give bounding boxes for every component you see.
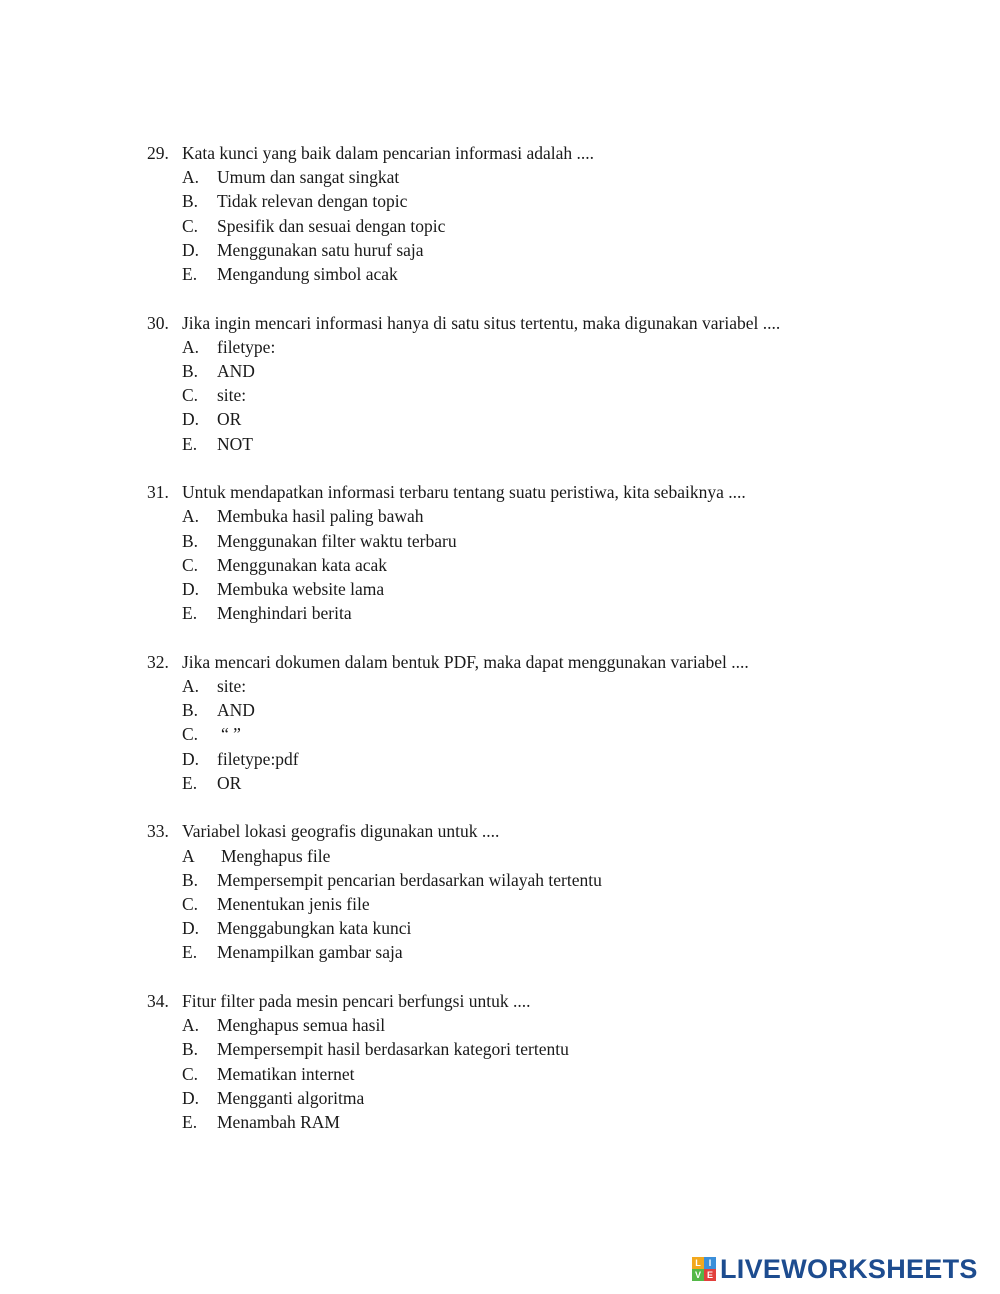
logo-wordmark: LIVEWORKSHEETS — [720, 1254, 978, 1284]
answer-option[interactable] — [0, 577, 1000, 601]
question-item — [0, 650, 1000, 820]
option-text: Spesifik dan sesuai dengan topic — [217, 215, 446, 236]
question-stem — [0, 989, 1000, 1013]
option-text: Menambah RAM — [217, 1111, 340, 1132]
option-text: Menampilkan gambar saja — [217, 942, 403, 963]
option-letter: C. — [182, 893, 199, 914]
option-text: OR — [217, 772, 242, 793]
option-letter: E. — [182, 1111, 198, 1132]
answer-option[interactable] — [0, 771, 1000, 795]
option-text: Menggunakan kata acak — [217, 554, 388, 575]
answer-option[interactable] — [0, 165, 1000, 189]
option-letter: B. — [182, 700, 199, 721]
option-text: site: — [217, 385, 247, 406]
option-letter: D. — [182, 918, 200, 939]
option-text: Menghapus semua hasil — [217, 1015, 386, 1036]
option-text: Menggabungkan kata kunci — [217, 918, 412, 939]
answer-option[interactable] — [0, 553, 1000, 577]
liveworksheets-logo[interactable] — [692, 1254, 978, 1284]
question-stem — [0, 141, 1000, 165]
option-text: Menghindari berita — [217, 603, 352, 624]
liveworksheets-icon — [692, 1257, 716, 1281]
question-stem — [0, 819, 1000, 843]
option-text: Menghapus file — [221, 845, 331, 866]
answer-option[interactable] — [0, 892, 1000, 916]
option-text: “ ” — [221, 724, 241, 745]
option-text: Menggunakan satu huruf saja — [217, 239, 424, 260]
option-letter: C. — [182, 1063, 199, 1084]
option-text: Mengganti algoritma — [217, 1087, 365, 1108]
answer-option[interactable] — [0, 529, 1000, 553]
option-letter: E. — [182, 263, 198, 284]
question-item — [0, 989, 1000, 1159]
logo-tile: L — [692, 1257, 704, 1269]
answer-option[interactable] — [0, 504, 1000, 528]
answer-option[interactable] — [0, 1110, 1000, 1134]
option-text: Membuka hasil paling bawah — [217, 506, 424, 527]
answer-option[interactable] — [0, 1086, 1000, 1110]
option-letter: A. — [182, 336, 200, 357]
option-letter: A — [182, 845, 195, 866]
question-stem — [0, 480, 1000, 504]
question-text: Kata kunci yang baik dalam pencarian informasi adalah .... — [182, 143, 595, 163]
option-text: OR — [217, 409, 242, 430]
question-stem — [0, 311, 1000, 335]
logo-tile: V — [692, 1269, 704, 1281]
option-letter: D. — [182, 578, 200, 599]
question-number: 32. — [147, 651, 169, 672]
option-letter: B. — [182, 360, 199, 381]
answer-option[interactable] — [0, 698, 1000, 722]
option-text: filetype: — [217, 336, 276, 357]
option-text: Menentukan jenis file — [217, 893, 370, 914]
answer-option[interactable] — [0, 916, 1000, 940]
option-text: filetype:pdf — [217, 748, 299, 769]
answer-option[interactable] — [0, 335, 1000, 359]
question-text: Jika mencari dokumen dalam bentuk PDF, maka dapat menggunakan variabel .... — [182, 651, 749, 672]
option-letter: C. — [182, 215, 199, 236]
option-letter: B. — [182, 530, 199, 551]
option-letter: B. — [182, 869, 199, 890]
option-letter: E. — [182, 433, 198, 454]
option-text: site: — [217, 675, 247, 696]
option-letter: A. — [182, 167, 200, 188]
option-text: Mengandung simbol acak — [217, 263, 398, 284]
option-letter: C. — [182, 554, 199, 575]
option-text: NOT — [217, 433, 253, 454]
answer-option[interactable] — [0, 407, 1000, 431]
answer-option[interactable] — [0, 1037, 1000, 1061]
question-text: Untuk mendapatkan informasi terbaru tentang suatu peristiwa, kita sebaiknya .... — [182, 482, 746, 503]
option-letter: D. — [182, 1087, 200, 1108]
option-text: Mempersempit hasil berdasarkan kategori tertentu — [217, 1039, 569, 1060]
option-letter: E. — [182, 942, 198, 963]
question-stem — [0, 650, 1000, 674]
option-text: AND — [217, 360, 255, 381]
answer-option[interactable] — [0, 262, 1000, 286]
option-text: Mempersempit pencarian berdasarkan wilayah tertentu — [217, 869, 602, 890]
question-list — [0, 141, 1000, 1159]
answer-option[interactable] — [0, 674, 1000, 698]
option-letter: D. — [182, 409, 200, 430]
answer-option[interactable] — [0, 214, 1000, 238]
option-letter: C. — [182, 724, 199, 745]
answer-option[interactable] — [0, 844, 1000, 868]
option-letter: D. — [182, 748, 200, 769]
answer-option[interactable] — [0, 432, 1000, 456]
question-text: Jika ingin mencari informasi hanya di satu situs tertentu, maka digunakan variabel .... — [182, 312, 781, 333]
question-item — [0, 311, 1000, 481]
answer-option[interactable] — [0, 1013, 1000, 1037]
option-letter: D. — [182, 239, 200, 260]
question-text: Fitur filter pada mesin pencari berfungsi untuk .... — [182, 990, 531, 1011]
option-letter: E. — [182, 603, 198, 624]
question-number: 29. — [147, 143, 169, 163]
option-text: Membuka website lama — [217, 578, 385, 599]
question-number: 30. — [147, 312, 169, 333]
answer-option[interactable] — [0, 868, 1000, 892]
answer-option[interactable] — [0, 1062, 1000, 1086]
logo-tile: I — [704, 1257, 716, 1269]
question-item — [0, 141, 1000, 311]
option-text: Tidak relevan dengan topic — [217, 191, 408, 212]
answer-option[interactable] — [0, 747, 1000, 771]
option-text: Umum dan sangat singkat — [217, 167, 400, 188]
option-letter: B. — [182, 191, 199, 212]
option-text: AND — [217, 700, 255, 721]
option-letter: E. — [182, 772, 198, 793]
answer-option[interactable] — [0, 722, 1000, 746]
answer-option[interactable] — [0, 940, 1000, 964]
question-item — [0, 480, 1000, 650]
option-text: Menggunakan filter waktu terbaru — [217, 530, 457, 551]
option-letter: C. — [182, 385, 199, 406]
option-letter: A. — [182, 675, 200, 696]
option-letter: B. — [182, 1039, 199, 1060]
question-item — [0, 819, 1000, 989]
answer-option[interactable] — [0, 359, 1000, 383]
answer-option[interactable] — [0, 601, 1000, 625]
question-number: 33. — [147, 821, 169, 842]
question-number: 31. — [147, 482, 169, 503]
question-text: Variabel lokasi geografis digunakan untuk .... — [182, 821, 500, 842]
logo-tile: E — [704, 1269, 716, 1281]
option-letter: A. — [182, 506, 200, 527]
answer-option[interactable] — [0, 383, 1000, 407]
option-letter: A. — [182, 1015, 200, 1036]
answer-option[interactable] — [0, 189, 1000, 213]
question-number: 34. — [147, 990, 169, 1011]
option-text: Mematikan internet — [217, 1063, 355, 1084]
answer-option[interactable] — [0, 238, 1000, 262]
